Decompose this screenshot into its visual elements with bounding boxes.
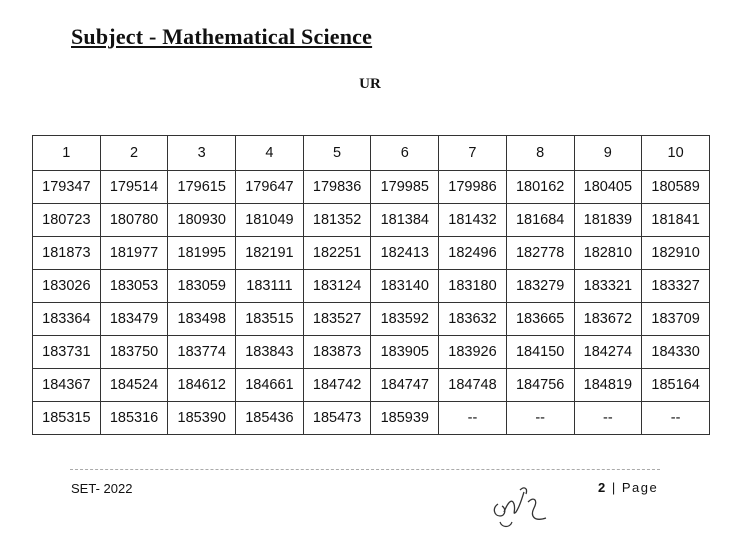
table-row [33, 303, 710, 336]
table-cell: 181839 [574, 204, 642, 237]
table-cell: 185390 [168, 402, 236, 435]
column-header: 5 [303, 136, 371, 171]
table-cell: 184747 [371, 369, 439, 402]
table-cell: 183059 [168, 270, 236, 303]
column-header: 7 [439, 136, 507, 171]
table-cell: 181049 [236, 204, 304, 237]
table-cell: 181384 [371, 204, 439, 237]
column-header: 6 [371, 136, 439, 171]
table-cell: 182251 [303, 237, 371, 270]
roll-number-table [32, 135, 710, 435]
table-cell: 185436 [236, 402, 304, 435]
table-cell: -- [642, 402, 710, 435]
table-cell: 180780 [100, 204, 168, 237]
footer-set-label: SET- 2022 [71, 481, 133, 496]
table-cell: 183364 [33, 303, 101, 336]
column-header: 4 [236, 136, 304, 171]
column-header: 9 [574, 136, 642, 171]
table-cell: 182413 [371, 237, 439, 270]
table-cell: 183180 [439, 270, 507, 303]
table-cell: 183665 [506, 303, 574, 336]
table-cell: 183905 [371, 336, 439, 369]
table-cell: 184819 [574, 369, 642, 402]
table-cell: 183592 [371, 303, 439, 336]
column-header: 10 [642, 136, 710, 171]
table-cell: -- [506, 402, 574, 435]
category-label: UR [359, 76, 381, 92]
table-cell: 183709 [642, 303, 710, 336]
table-cell: 184367 [33, 369, 101, 402]
handwritten-signature [490, 482, 552, 537]
table-cell: 182496 [439, 237, 507, 270]
table-cell: 183774 [168, 336, 236, 369]
table-cell: 183279 [506, 270, 574, 303]
table-cell: 183026 [33, 270, 101, 303]
table-cell: 180589 [642, 171, 710, 204]
table-header-row [33, 136, 710, 171]
table-cell: 183843 [236, 336, 304, 369]
table-cell: 185315 [33, 402, 101, 435]
table-cell: 179836 [303, 171, 371, 204]
table-cell: 179986 [439, 171, 507, 204]
column-header: 1 [33, 136, 101, 171]
table-cell: 184330 [642, 336, 710, 369]
table-cell: 179514 [100, 171, 168, 204]
column-header: 8 [506, 136, 574, 171]
table-cell: 181977 [100, 237, 168, 270]
table-cell: -- [574, 402, 642, 435]
table-cell: 179647 [236, 171, 304, 204]
table-cell: 183731 [33, 336, 101, 369]
table-cell: 181873 [33, 237, 101, 270]
table-cell: 181432 [439, 204, 507, 237]
table-cell: 184756 [506, 369, 574, 402]
table-cell: 179615 [168, 171, 236, 204]
table-cell: 184742 [303, 369, 371, 402]
table-cell: 183873 [303, 336, 371, 369]
table-cell: 183140 [371, 270, 439, 303]
table-row [33, 171, 710, 204]
table-cell: 183479 [100, 303, 168, 336]
table-row [33, 270, 710, 303]
table-cell: 183321 [574, 270, 642, 303]
table-cell: 180723 [33, 204, 101, 237]
table-cell: 184748 [439, 369, 507, 402]
table-row [33, 336, 710, 369]
table-cell: 184150 [506, 336, 574, 369]
table-cell: 183498 [168, 303, 236, 336]
table-cell: 185164 [642, 369, 710, 402]
table-cell: 184661 [236, 369, 304, 402]
table-cell: 182910 [642, 237, 710, 270]
table-row [33, 204, 710, 237]
page-number: 2 | Page [598, 480, 659, 495]
table-cell: 184274 [574, 336, 642, 369]
table-cell: 181352 [303, 204, 371, 237]
table-cell: 180162 [506, 171, 574, 204]
table-row [33, 237, 710, 270]
table-cell: 183053 [100, 270, 168, 303]
table-cell: 182191 [236, 237, 304, 270]
table-cell: 185473 [303, 402, 371, 435]
subject-title: Subject - Mathematical Science [71, 24, 373, 49]
table-cell: 181995 [168, 237, 236, 270]
table-cell: 185939 [371, 402, 439, 435]
table-cell: 183926 [439, 336, 507, 369]
table-row [33, 369, 710, 402]
table-cell: 180405 [574, 171, 642, 204]
table-cell: 183515 [236, 303, 304, 336]
table-cell: 184524 [100, 369, 168, 402]
table-cell: 183750 [100, 336, 168, 369]
table-cell: 183327 [642, 270, 710, 303]
table-cell: 180930 [168, 204, 236, 237]
table-cell: 183111 [236, 270, 304, 303]
separator-line [70, 469, 660, 470]
table-cell: 181684 [506, 204, 574, 237]
table-cell: 183632 [439, 303, 507, 336]
table-cell: 182778 [506, 237, 574, 270]
table-cell: 179985 [371, 171, 439, 204]
column-header: 2 [100, 136, 168, 171]
table-row [33, 402, 710, 435]
table-cell: 179347 [33, 171, 101, 204]
table-cell: 183124 [303, 270, 371, 303]
table-cell: 183672 [574, 303, 642, 336]
column-header: 3 [168, 136, 236, 171]
table-cell: 184612 [168, 369, 236, 402]
table-cell: -- [439, 402, 507, 435]
table-cell: 183527 [303, 303, 371, 336]
table-cell: 181841 [642, 204, 710, 237]
table-cell: 182810 [574, 237, 642, 270]
table-body [33, 171, 710, 435]
table-cell: 185316 [100, 402, 168, 435]
